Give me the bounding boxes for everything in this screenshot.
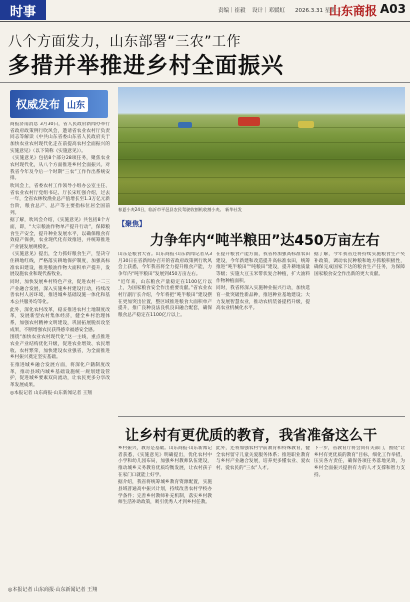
photo-caption: 春夏小麦24日，临沂市平邑县农民驾驶收割机收割小麦。 新华社发: [118, 207, 242, 212]
harvester-icon: [178, 122, 192, 128]
paper-name: 山东商报: [328, 4, 377, 18]
authority-release-logo: 权威发布 山东: [10, 90, 108, 118]
shandong-seal: 山东: [64, 97, 88, 112]
divider: [0, 82, 410, 83]
article-headline-grain: 力争年内“吨半粮田”达450万亩左右: [150, 233, 380, 249]
editor-credit: 责编｜崔毅: [218, 8, 246, 14]
footer-byline: ◎本报记者 山东商报·山东新闻记者 王翔: [8, 587, 98, 593]
article-body-education-col3: 下一步，省教育厅将会同有关部门，围绕“让乡村有更优质的教育”目标，细化工作举措，压实各方责任，确保各项任务落地见效，为乡村全面振兴提供有力的人才支撑和智力支持。: [314, 446, 405, 478]
article-body-grain-col1: 山东是粮食大省。山东商报·山东新闻记者从3月30日在省新闻办召开的省政府政策例行吹风会上获悉，今年我省将全力提升粮食产能，力争年内“吨半粮田”发展到450万亩左右。 “近年来，山东粮食产量稳定在1100亿斤以上，为国家粮食安全作出重要贡献。”省农业农村厅副厅长介绍，今年将把“吨半粮田”建设摆在更加突出位置，整区域推进粮食大面积单产提升，推广良种良法良机良田融合配套，确保粮食总产稳定在1100亿斤以上。: [118, 252, 212, 318]
kicker: 八个方面发力，山东部署“三农”工作: [8, 34, 242, 50]
page-header: [0, 0, 410, 22]
article-body-grain-col3: 据了解，今年我省还将持续实施粮食生产奖补政策，调动农民种粮和地方抓粮积极性，确保完成国家下达的粮食生产任务，为保障国家粮食安全作出新的更大贡献。: [314, 252, 405, 277]
wheat-harvest-photo: [118, 87, 405, 205]
headline: 多措并举推进乡村全面振兴: [8, 54, 285, 79]
divider: [118, 416, 405, 417]
harvester-icon: [238, 117, 260, 126]
page-number: A03: [380, 2, 406, 16]
harvester-icon: [298, 121, 314, 128]
left-column-byline: ◎本报记者 山东商报·山东新闻记者 王翔: [10, 390, 92, 396]
section-tab: 时事: [0, 0, 46, 20]
left-column-article: 商报济南消息 3月30日，省人民政府新闻办举行省政府政策例行吹风会，邀请省农业农村厅负责同志等解读《中共山东省委山东省人民政府关于加快农业农村现代化走在前提高农村全面振兴的实施意见》（以下简称《实施意见》）。 《实施意见》包括8个部分28项任务，聚焦农业农村现代化，从八个方面推进乡村全面振兴。对我省今年及今后一个时期“三农”工作作出系统安排。 吹风会上，省委农村工作领导小组办公室主任、省农业农村厅党组书记、厅长宋红强介绍，过去一年，全省农林牧渔业总产值增长至1.3万亿元新台阶，粮食总产、总产等主要指标位居全国前列。 据了解，吹风会介绍，《实施意见》共包括8个方面，即，“大宗粮油作物单产提升行动”，保障粮食生产安全，提升种业发展水平，以确保粮食有效稳产保供，农业现代化有效推进，并统筹推进产业链发展规模化。 《实施意见》提出，全力抓好粮食生产，坚决守住耕地红线，严格落实耕地保护制度，加强高标准农田建设，推进粮油作物大面积单产提升，发展设施农业和现代畜牧业。 同时，加快发展乡村特色产业，促进农村一二三产业融合发展，深入实施乡村建设行动，持续改善农村人居环境，推进城乡基础设施一体化和基本公共服务均等化。 此外，深化农村改革，稳妥推进农村土地制度改革，发展新型农村集体经济，健全乡村治理体系，加强农村精神文明建设，巩固拓展脱贫攻坚成果，不断增强农民获得感幸福感安全感。 围绕“加快农业农村现代化”这一主线，重点推进农业产业结构优化升级，促进农业增效、农民增收、农村繁荣，加快建设农业强省，为全面推进乡村振兴奠定坚实基础。 在推进城乡融合发展方面，将深化户籍制度改革，推动县域内城乡基础设施统一规划建设管护，促进城乡要素双向流动，让农民更多分享改革发展成果。 ◎本报记者 山东商报·山东新闻记者 王翔: [10, 122, 110, 396]
article-body-education-col2: 此外，还将加强农村学前教育和特殊教育，健全农村留守儿童关爱服务体系；推进职业教育与乡村产业融合发展，培养更多懂农业、爱农村、爱农民的“三农”人才。: [216, 446, 310, 471]
issue-date: 2026.3.31 星期二: [295, 8, 342, 14]
designer-credit: 设计｜邓媛虹: [252, 8, 286, 14]
article-body-grain-col2: 在提升粮食产能方面，我省将加强高标准农田建设，今年新建和改造提升高标准农田，统筹推进“吨半粮田”“吨粮田”建设，提升耕地质量等级；实施大豆玉米带状复合种植，扩大油料作物种植面积。 同时，我省将深入实施种业振兴行动，加快选育一批突破性新品种，推进种业基地建设；大力发展智慧农业，推动农机装备提档升级，提高农业机械化水平。: [216, 252, 310, 312]
section-marker-focus: 【聚焦】: [118, 220, 146, 228]
article-body-education-col1: 乡村振兴，教育是基础。山东商报·山东新闻记者获悉，《实施意见》明确提出，优化农村中小学和幼儿园布局，加强乡村教师队伍建设，推动城乡义务教育优质均衡发展，让农村孩子在家门口就能上好学。 据介绍，我省将统筹城乡教育资源配置，实施县域普通高中振兴计划，持续改善农村学校办学条件；完善乡村教师补充机制，落实乡村教师生活补助政策，吸引优秀人才到乡村任教。: [118, 446, 212, 506]
article-headline-education: 让乡村有更优质的教育，我省准备这么干: [125, 428, 377, 444]
